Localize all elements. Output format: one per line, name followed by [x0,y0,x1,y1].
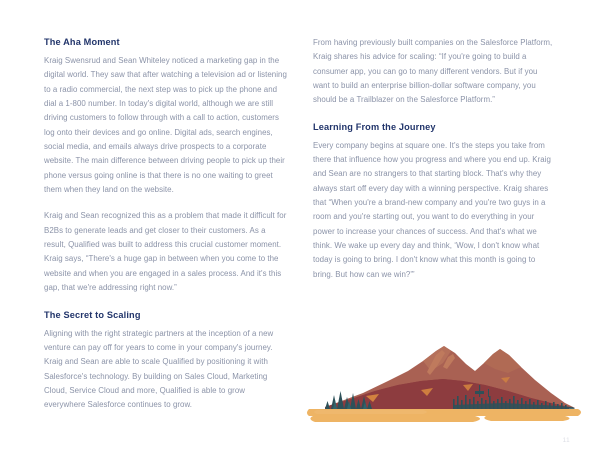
left-column [44,36,287,413]
section-secret-to-scaling [44,309,287,413]
heading-learning-from-the-journey: Learning From the Journey [313,121,436,132]
paragraph-aha-moment-2: Kraig and Sean recognized this as a problem that made it difficult for B2Bs to generate leads and get closer to their customers. As a result, Qualified was built to address this crucial customer moment. Kraig says, “There's a huge gap in between when you come to the website and when you are engaged in a sales process. And it's this gap, that we're addressing right now.” [44,211,287,293]
paragraph-secret-to-scaling-1: Aligning with the right strategic partners at the inception of a new venture can pay off for years to come in your company's journey. Kraig and Sean are able to scale Qualified by positioning it with Salesforce's technology. By building on Sales Cloud, Marketing Cloud, Service Cloud and more, Qualified is able to grow everywhere Salesforce continues to grow. [44,328,274,410]
mountain-landscape-illustration [303,333,586,433]
sand-foreground-lobe-left [310,416,480,422]
section-aha-moment [44,36,287,296]
sand-foreground-lobe-right [484,416,569,421]
heading-secret-to-scaling: The Secret to Scaling [44,309,141,320]
section-scaling-advice [313,36,556,108]
paragraph-aha-moment-1: Kraig Swensrud and Sean Whiteley noticed a marketing gap in the digital world. They saw that after watching a television ad or listening to a radio commercial, the next step was to pick up the phone and dial a 1-800 number. In today's digital world, although we are still driving customers to follow through with a call to action, customers log onto their devices and go online. Digital ads, search engines, social media, and emails always drive prospects to a corporate website. The main difference between driving people to pick up their phone versus going online is that there is no one waiting to greet them when they land on the website. [44,56,287,195]
section-learning-from-the-journey [313,121,556,282]
sand-highlight-streak [314,410,427,414]
heading-aha-moment: The Aha Moment [44,37,120,47]
paragraph-scaling-advice-1: From having previously built companies on the Salesforce Platform, Kraig shares his advice for scaling: “If you're going to build a consumer app, you can go to many different vendors. But if you want to build an enterprise billion-dollar software company, you should be a Trailblazer on the Salesforce Platform.” [313,38,553,105]
page-number: 11 [562,437,570,444]
paragraph-learning-from-the-journey-1: Every company begins at square one. It's the steps you take from there that influence how you progress and where you end up. Kraig and Sean are no strangers to that starting block. That's why they always start off every day with a winning perspective. Kraig shares that “When you're a brand-new company and you're two guys in a room and you're starting out, you want to do everything in your power to increase your chances of success. And that's what we think. We wake up every day and think, ‘Wow, I don't know what today is going to bring. I don't know what this month is going to bring. But how can we win?'” [313,140,551,279]
